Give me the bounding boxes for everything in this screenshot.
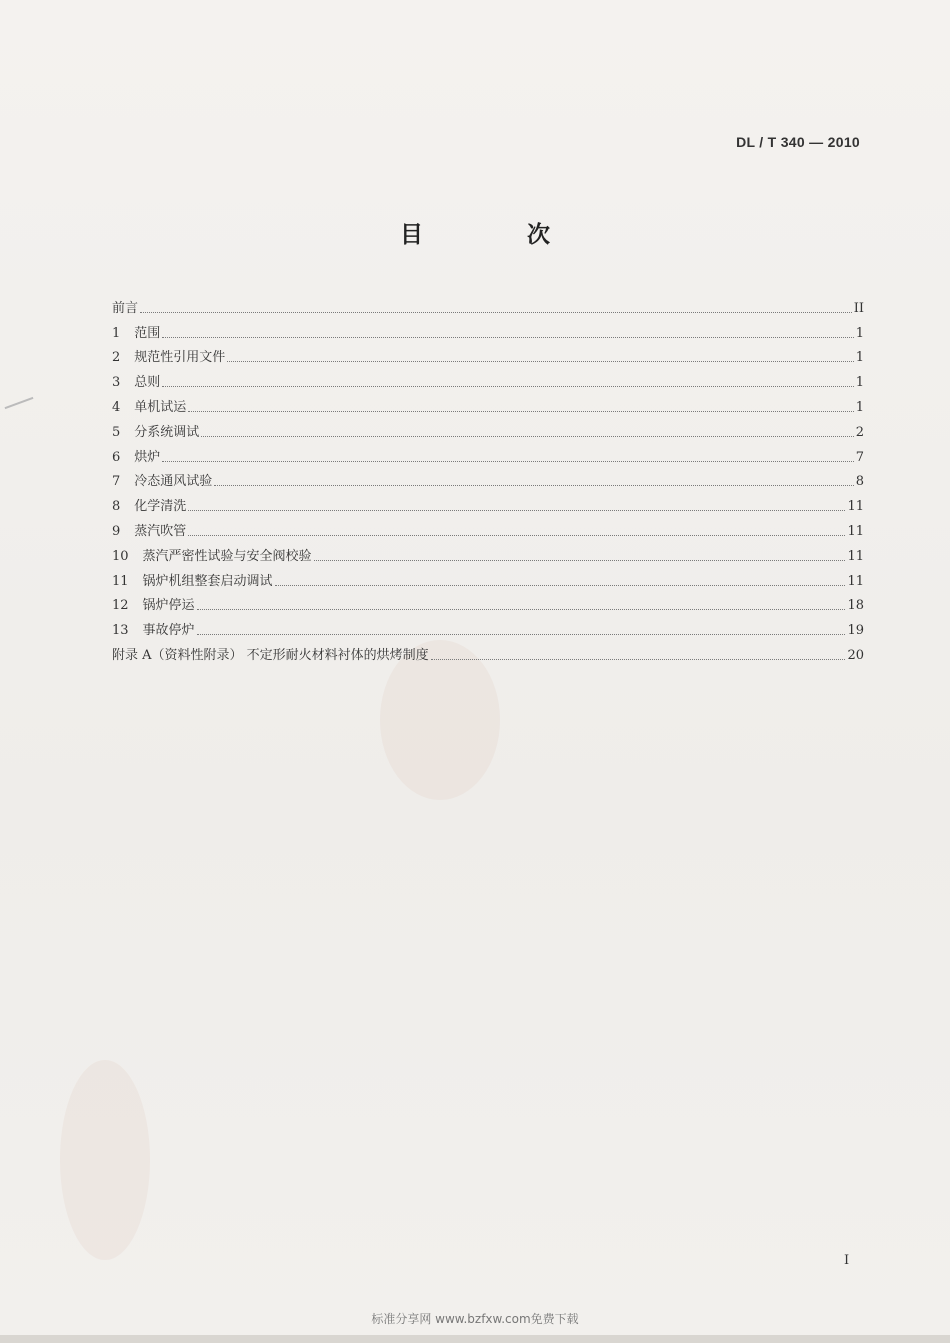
- toc-leader-dots: [201, 435, 853, 437]
- toc-leader-dots: [214, 484, 853, 486]
- toc-entry-page: II: [853, 300, 864, 316]
- toc-entry-page: 1: [855, 325, 864, 341]
- toc-entry[interactable]: [112, 515, 864, 540]
- toc-entry-number: 3: [112, 375, 121, 391]
- toc-entry[interactable]: [112, 441, 864, 466]
- toc-entry-number: 7: [112, 474, 121, 490]
- toc-entry-page: 1: [855, 350, 864, 366]
- toc-leader-dots: [431, 658, 846, 660]
- toc-entry-label: 烘炉: [134, 449, 161, 465]
- toc-leader-dots: [188, 534, 845, 536]
- toc-entry-number: 2: [112, 350, 121, 366]
- toc-leader-dots: [162, 385, 853, 387]
- toc-entry-page: 8: [855, 474, 864, 490]
- toc-entry-number: 13: [112, 623, 129, 639]
- toc-leader-dots: [140, 311, 852, 313]
- toc-entry-number: 8: [112, 499, 121, 515]
- toc-entry-page: 11: [847, 548, 864, 564]
- toc-entry-label: 范围: [134, 325, 161, 341]
- toc-entry[interactable]: [112, 317, 864, 342]
- toc-entry-label: 总则: [134, 375, 161, 391]
- toc-entry-number: 11: [112, 573, 129, 589]
- toc-entry[interactable]: [112, 391, 864, 416]
- toc-leader-dots: [162, 460, 853, 462]
- toc-entry[interactable]: [112, 490, 864, 515]
- toc-leader-dots: [188, 509, 845, 511]
- toc-leader-dots: [197, 608, 846, 610]
- scan-bottom-edge: [0, 1335, 950, 1343]
- toc-entry-page: 19: [847, 623, 864, 639]
- document-code: DL / T 340 — 2010: [736, 134, 860, 150]
- toc-entry-number: 6: [112, 449, 121, 465]
- toc-entry-page: 20: [847, 647, 864, 663]
- toc-title: 目 次: [399, 222, 598, 248]
- toc-entry-label: 单机试运: [134, 399, 187, 415]
- toc-entry-page: 1: [855, 375, 864, 391]
- toc-entry-label: 前言: [112, 300, 139, 316]
- toc-entry-label: 事故停炉: [142, 623, 195, 639]
- watermark-text: 标准分享网 www.bzfxw.com免费下载: [371, 1312, 579, 1326]
- toc-entry[interactable]: [112, 614, 864, 639]
- toc-entry-number: 4: [112, 399, 121, 415]
- toc-entry-number: 10: [112, 548, 129, 564]
- table-of-contents: [112, 292, 864, 664]
- toc-leader-dots: [162, 336, 853, 338]
- toc-entry-label: 锅炉停运: [142, 598, 195, 614]
- toc-entry-label: 规范性引用文件: [134, 350, 226, 366]
- toc-entry[interactable]: [112, 292, 864, 317]
- toc-entry-number: 1: [112, 325, 121, 341]
- toc-entry-label: 冷态通风试验: [134, 474, 213, 490]
- page-number: I: [844, 1253, 850, 1268]
- toc-entry-page: 11: [847, 499, 864, 515]
- toc-entry-number: 9: [112, 523, 121, 539]
- toc-entry-label: 分系统调试: [134, 424, 200, 440]
- toc-leader-dots: [275, 584, 846, 586]
- toc-entry[interactable]: [112, 565, 864, 590]
- toc-leader-dots: [314, 559, 846, 561]
- toc-entry-label: 附录 A（资料性附录） 不定形耐火材料衬体的烘烤制度: [112, 647, 429, 663]
- toc-entry-page: 11: [847, 523, 864, 539]
- scan-stain: [60, 1060, 150, 1260]
- toc-entry-page: 2: [855, 424, 864, 440]
- toc-entry[interactable]: [112, 590, 864, 615]
- toc-entry-number: 5: [112, 424, 121, 440]
- scan-mark: [5, 397, 34, 409]
- toc-entry-number: 12: [112, 598, 129, 614]
- toc-leader-dots: [227, 360, 853, 362]
- toc-entry-page: 11: [847, 573, 864, 589]
- toc-entry[interactable]: [112, 416, 864, 441]
- toc-entry-page: 18: [847, 598, 864, 614]
- toc-entry-page: 7: [855, 449, 864, 465]
- toc-leader-dots: [188, 410, 853, 412]
- scan-stain: [380, 640, 500, 800]
- toc-leader-dots: [197, 633, 846, 635]
- toc-entry-label: 化学清洗: [134, 499, 187, 515]
- toc-entry-label: 蒸汽吹管: [134, 523, 187, 539]
- toc-entry[interactable]: [112, 540, 864, 565]
- toc-entry-label: 蒸汽严密性试验与安全阀校验: [142, 548, 312, 564]
- toc-entry[interactable]: [112, 466, 864, 491]
- toc-entry-label: 锅炉机组整套启动调试: [142, 573, 273, 589]
- toc-entry[interactable]: [112, 366, 864, 391]
- toc-entry[interactable]: [112, 639, 864, 664]
- toc-entry[interactable]: [112, 342, 864, 367]
- toc-entry-page: 1: [855, 399, 864, 415]
